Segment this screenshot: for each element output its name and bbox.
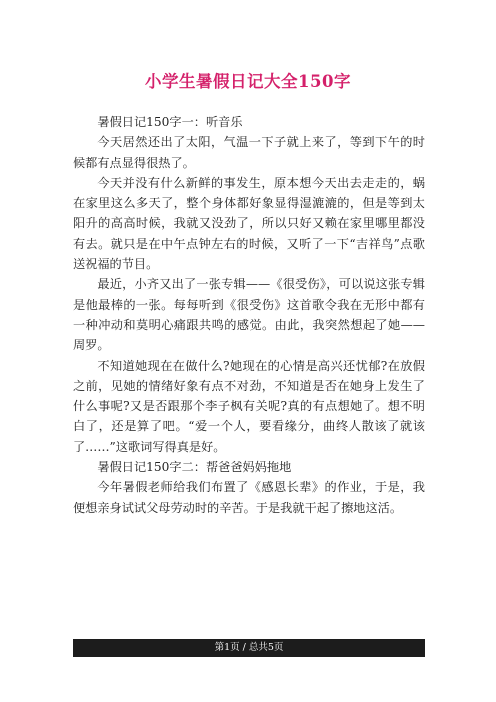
current-page-label: 第1页 (214, 642, 240, 653)
paragraph-heading-1: 暑假日记150字一：听音乐 (97, 115, 243, 129)
paragraph: 今天居然还出了太阳，气温一下子就上来了，等到下午的时候都有点显得很热了。 (73, 135, 425, 170)
page-footer-bar (73, 639, 425, 657)
document-title: 小学生暑假日记大全150字 (145, 72, 351, 91)
paragraph: 今年暑假老师给我们布置了《感恩长辈》的作业，于是，我便想亲身试试父母劳动时的辛苦。于是我就干起了擦地这活。 (73, 480, 425, 515)
page-separator: / (242, 642, 246, 653)
paragraph: 今天并没有什么新鲜的事发生，原本想今天出去走走的，蜗在家里这么多天了，整个身体都好象显得湿漉漉的，但是等到太阳升的高高时候，我就又没劲了，所以只好又赖在家里哪里都没有去。就只是在中午点钟左右的时候，又听了一下“吉祥鸟”点歌送祝福的节目。 (73, 175, 425, 272)
paragraph-heading-2: 暑假日记150字二：帮爸爸妈妈拖地 (97, 460, 292, 475)
paragraph: 不知道她现在在做什么?她现在的心情是高兴还忧郁?在放假之前，见她的情绪好象有点不对劲，不知道是否在她身上发生了什么事呢?又是否跟那个李子枫有关呢?真的有点想她了。想不明白了，还是算了吧。“爱一个人，要看缘分，曲终人散该了就该了……”这歌词写得真是好。 (73, 358, 425, 454)
document-body (73, 112, 425, 518)
total-pages-label: 总共5页 (248, 642, 284, 653)
paragraph: 最近，小齐又出了一张专辑——《很受伤》，可以说这张专辑是他最棒的一张。每每听到《很受伤》这首歌令我在无形中都有一种冲动和莫明心痛跟共鸣的感觉。由此，我突然想起了她——周罗。 (73, 277, 425, 353)
